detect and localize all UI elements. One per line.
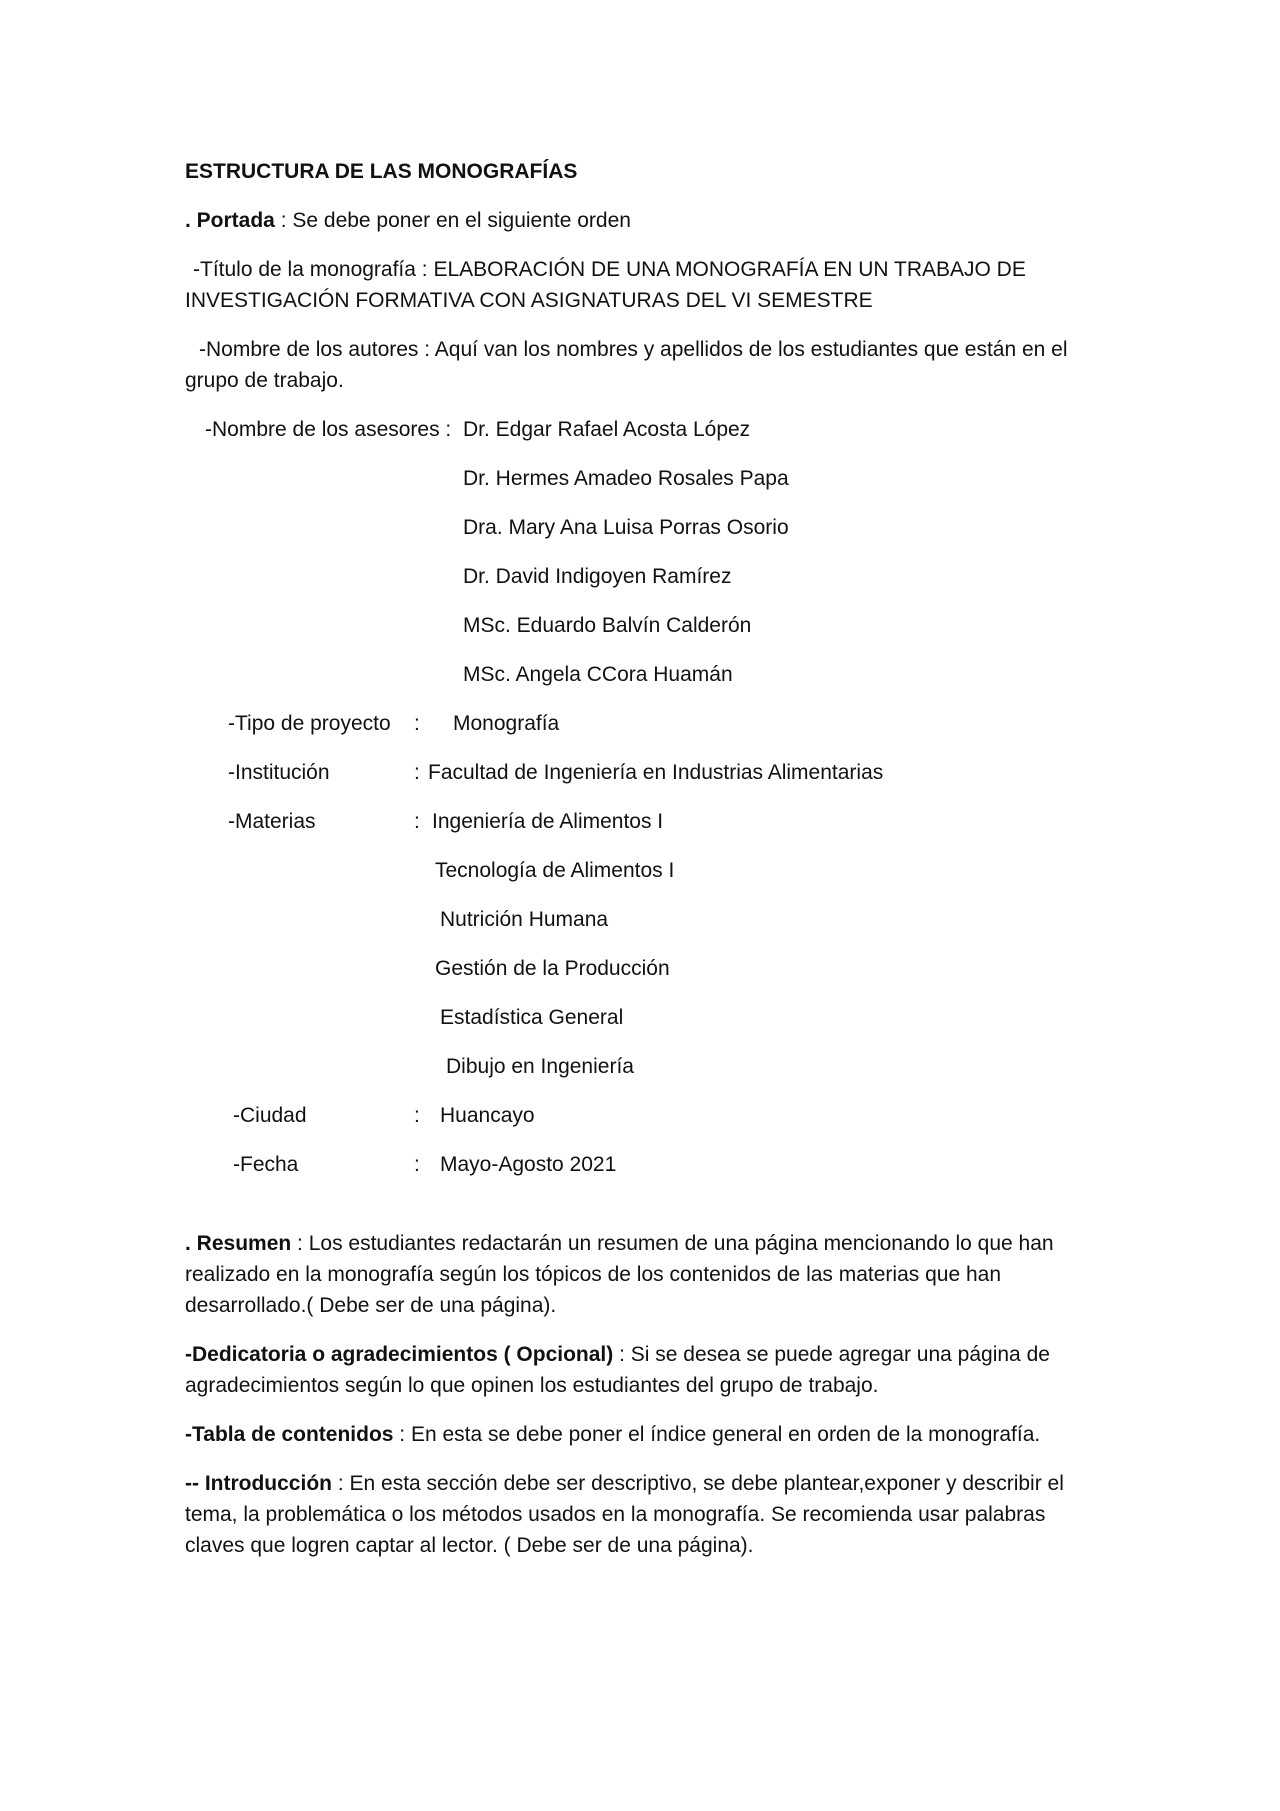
introduccion-paragraph [185, 1468, 1105, 1561]
institucion-colon: : [414, 761, 420, 784]
tipo-proyecto-label: -Tipo de proyecto [228, 712, 391, 735]
portada-paragraph [185, 205, 1105, 236]
introduccion-line-3: claves que logren captar al lector. ( Debe ser de una página). [185, 1534, 754, 1557]
tipo-proyecto-value: Monografía [453, 712, 560, 735]
materias-row [185, 806, 1105, 837]
autores-line-1: -Nombre de los autores : Aquí van los nombres y apellidos de los estudiantes que están en el [199, 338, 1068, 361]
resumen-line-3: desarrollado.( Debe ser de una página). [185, 1294, 557, 1317]
portada-text: : Se debe poner en el siguiente orden [274, 209, 631, 232]
asesor-name: Dr. David Indigoyen Ramírez [463, 565, 732, 588]
introduccion-line-1: : En esta sección debe ser descriptivo, se debe plantear,exponer y describir el [331, 1472, 1064, 1495]
materias-label: -Materias [228, 810, 316, 833]
fecha-row [185, 1149, 1105, 1180]
institucion-label: -Institución [228, 761, 330, 784]
fecha-value: Mayo-Agosto 2021 [440, 1153, 617, 1176]
materias-list [435, 855, 1105, 1082]
materia-item: Nutrición Humana [440, 908, 609, 931]
titulo-line-2: INVESTIGACIÓN FORMATIVA CON ASIGNATURAS DEL VI SEMESTRE [185, 289, 873, 312]
materia-item: Estadística General [440, 1006, 624, 1029]
document-heading: ESTRUCTURA DE LAS MONOGRAFÍAS [185, 160, 578, 183]
resumen-label: . Resumen [185, 1232, 292, 1255]
introduccion-line-2: tema, la problemática o los métodos usados en la monografía. Se recomienda usar palabras [185, 1503, 1046, 1526]
ciudad-value: Huancayo [440, 1104, 535, 1127]
titulo-paragraph [185, 254, 1105, 316]
portada-label: . Portada [185, 209, 275, 232]
asesor-name: Dr. Edgar Rafael Acosta López [463, 418, 751, 441]
asesor-name: MSc. Eduardo Balvín Calderón [463, 614, 752, 637]
materia-item: Ingeniería de Alimentos I [432, 810, 664, 833]
asesor-row [185, 610, 1105, 641]
resumen-line-2: realizado en la monografía según los tópicos de los contenidos de las materias que han [185, 1263, 1002, 1286]
ciudad-row [185, 1100, 1105, 1131]
autores-paragraph [185, 334, 1105, 396]
asesor-name: Dr. Hermes Amadeo Rosales Papa [463, 467, 789, 490]
materias-colon: : [414, 810, 420, 833]
materia-item: Gestión de la Producción [435, 957, 670, 980]
asesor-name: Dra. Mary Ana Luisa Porras Osorio [463, 516, 789, 539]
titulo-line-1: -Título de la monografía : ELABORACIÓN DE UNA MONOGRAFÍA EN UN TRABAJO DE [193, 258, 1026, 281]
tabla-paragraph [185, 1419, 1105, 1450]
tipo-proyecto-row [185, 708, 1105, 739]
ciudad-label: -Ciudad [233, 1104, 307, 1127]
fecha-colon: : [414, 1153, 420, 1176]
tabla-label: -Tabla de contenidos [185, 1423, 394, 1446]
asesores-label: -Nombre de los asesores : [205, 418, 452, 441]
resumen-paragraph [185, 1228, 1105, 1321]
dedicatoria-line-1: : Si se desea se puede agregar una página de [613, 1343, 1050, 1366]
document-body [185, 148, 1105, 1579]
asesores-block [185, 414, 1105, 690]
asesor-name: MSc. Angela CCora Huamán [463, 663, 733, 686]
institucion-row [185, 757, 1105, 788]
tipo-proyecto-colon: : [414, 712, 420, 735]
tabla-text: : En esta se debe poner el índice general en orden de la monografía. [393, 1423, 1041, 1446]
dedicatoria-paragraph [185, 1339, 1105, 1401]
asesor-row [185, 561, 1105, 592]
asesor-row [185, 659, 1105, 690]
autores-line-2: grupo de trabajo. [185, 369, 344, 392]
asesor-row [185, 512, 1105, 543]
asesor-row [185, 463, 1105, 494]
materia-item: Tecnología de Alimentos I [435, 859, 675, 882]
introduccion-label: -- Introducción [185, 1472, 332, 1495]
resumen-line-1: : Los estudiantes redactarán un resumen de una página mencionando lo que han [291, 1232, 1054, 1255]
fecha-label: -Fecha [233, 1153, 299, 1176]
materia-item: Dibujo en Ingeniería [446, 1055, 634, 1078]
dedicatoria-line-2: agradecimientos según lo que opinen los estudiantes del grupo de trabajo. [185, 1374, 879, 1397]
institucion-value: Facultad de Ingeniería en Industrias Alimentarias [428, 761, 884, 784]
dedicatoria-label: -Dedicatoria o agradecimientos ( Opcional) [185, 1343, 614, 1366]
asesor-row [185, 414, 1105, 445]
ciudad-colon: : [414, 1104, 420, 1127]
